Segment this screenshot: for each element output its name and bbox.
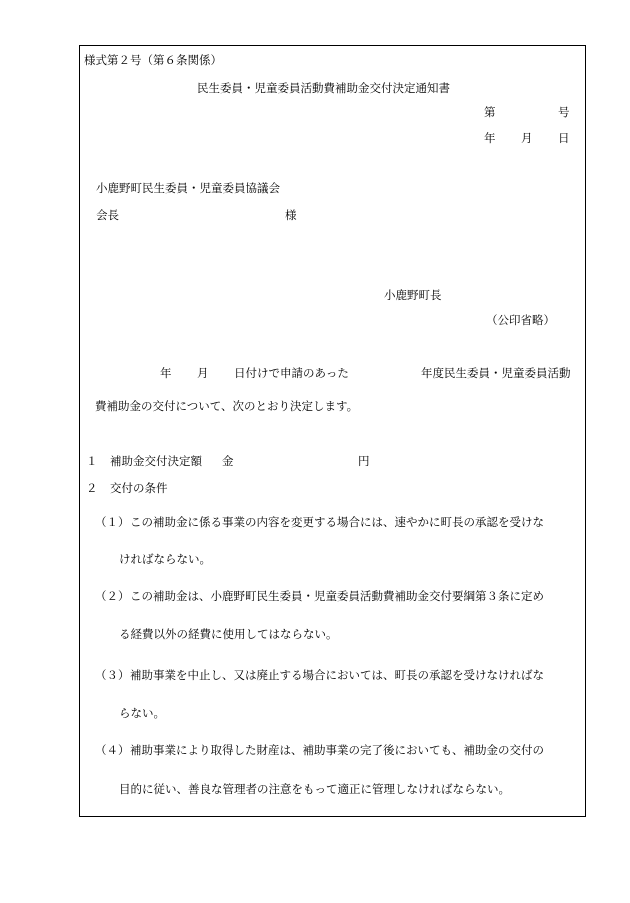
condition-1-line1: この補助金に係る事業の内容を変更する場合には、速やかに町長の承認を受けな bbox=[130, 515, 544, 529]
recipient-org: 小鹿野町民生委員・児童委員協議会 bbox=[96, 181, 280, 195]
body-dated-applied: 日付けで申請のあった bbox=[234, 366, 349, 380]
recipient-position: 会長 bbox=[96, 208, 119, 222]
date-nen: 年 bbox=[484, 131, 496, 145]
item1-number: １ bbox=[86, 454, 98, 468]
condition-1-mark: （１） bbox=[95, 515, 130, 529]
item1-label: 補助金交付決定額 bbox=[110, 454, 202, 468]
number-go: 号 bbox=[558, 105, 570, 119]
condition-1-line2: ければならない。 bbox=[119, 552, 211, 566]
condition-2-mark: （２） bbox=[95, 589, 130, 603]
condition-2-line2: る経費以外の経費に使用してはならない。 bbox=[119, 627, 338, 641]
sender-name: 小鹿野町長 bbox=[384, 288, 442, 302]
body-line2: 費補助金の交付について、次のとおり決定します。 bbox=[95, 399, 359, 413]
form-number: 様式第２号（第６条関係） bbox=[84, 53, 222, 67]
condition-3-line1: 補助事業を中止し、又は廃止する場合においては、町長の承認を受けなければな bbox=[130, 668, 544, 682]
condition-3-mark: （３） bbox=[95, 668, 130, 682]
seal-note: （公印省略） bbox=[486, 313, 555, 327]
body-year-subject: 年度民生委員・児童委員活動 bbox=[421, 366, 571, 380]
body-nen: 年 bbox=[160, 366, 172, 380]
item2-number: ２ bbox=[86, 481, 98, 495]
document-frame bbox=[79, 45, 586, 817]
document-title: 民生委員・児童委員活動費補助金交付決定通知書 bbox=[197, 81, 450, 95]
body-tsuki: 月 bbox=[197, 366, 209, 380]
date-tsuki: 月 bbox=[521, 131, 533, 145]
item1-kin: 金 bbox=[222, 454, 234, 468]
condition-4-mark: （４） bbox=[95, 743, 130, 757]
condition-4-line1: 補助事業により取得した財産は、補助事業の完了後においても、補助金の交付の bbox=[130, 743, 544, 757]
number-dai: 第 bbox=[484, 105, 496, 119]
condition-2-line1: この補助金は、小鹿野町民生委員・児童委員活動費補助金交付要綱第３条に定め bbox=[130, 589, 544, 603]
condition-4-line2: 目的に従い、善良な管理者の注意をもって適正に管理しなければならない。 bbox=[119, 782, 510, 796]
condition-3-line2: らない。 bbox=[119, 706, 165, 720]
item1-yen: 円 bbox=[358, 454, 370, 468]
recipient-honorific: 様 bbox=[285, 208, 297, 222]
item2-label: 交付の条件 bbox=[110, 481, 168, 495]
date-hi: 日 bbox=[558, 131, 570, 145]
